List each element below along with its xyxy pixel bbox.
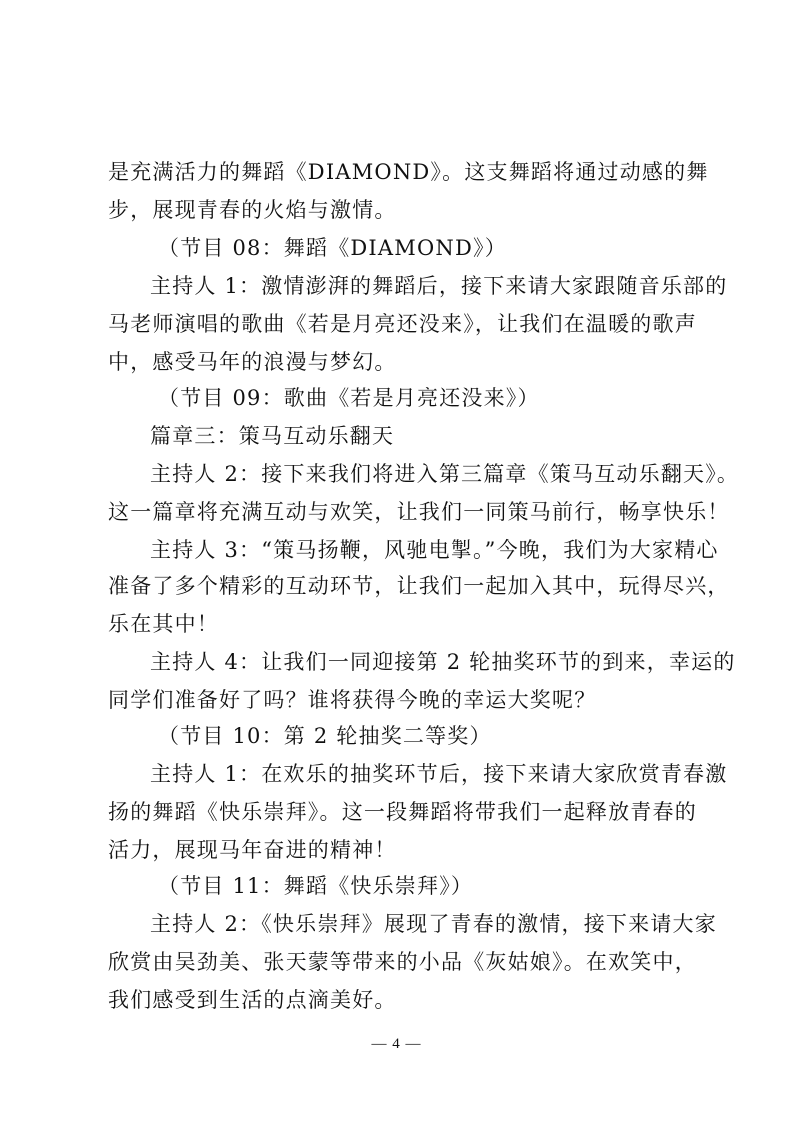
program-note: （节目 08：舞蹈《DIAMOND》） [158, 236, 507, 260]
page-number: — 4 — [371, 1036, 422, 1052]
text-line: 主持人 1：在欢乐的抽奖环节后，接下来请大家欣赏青春激 [150, 762, 728, 786]
text-line: 是充满活力的舞蹈《DIAMOND》。这支舞蹈将通过动感的舞 [108, 160, 709, 184]
program-note: （节目 09：歌曲《若是月亮还没来》） [158, 386, 540, 410]
program-note: （节目 10：第 2 轮抽奖二等奖） [158, 724, 492, 748]
text-line: 扬的舞蹈《快乐崇拜》。这一段舞蹈将带我们一起释放青春的 [108, 800, 697, 824]
text-line: 欣赏由吴劲美、张天蒙等带来的小品《灰姑娘》。在欢笑中， [108, 950, 697, 974]
text-line: 主持人 2：《快乐崇拜》展现了青春的激情，接下来请大家 [150, 912, 717, 936]
text-line: 主持人 1：激情澎湃的舞蹈后，接下来请大家跟随音乐部的 [150, 274, 728, 298]
text-line: 同学们准备好了吗？谁将获得今晚的幸运大奖呢？ [108, 688, 597, 712]
text-line: 主持人 2：接下来我们将进入第三篇章《策马互动乐翻天》。 [150, 462, 740, 486]
program-note: （节目 11：舞蹈《快乐崇拜》） [158, 874, 474, 898]
section-heading: 篇章三：策马互动乐翻天 [150, 424, 395, 448]
text-line: 乐在其中！ [108, 612, 219, 636]
text-line: 这一篇章将充满互动与欢笑，让我们一同策马前行，畅享快乐！ [108, 500, 730, 524]
text-line: 我们感受到生活的点滴美好。 [108, 988, 397, 1012]
text-line: 马老师演唱的歌曲《若是月亮还没来》，让我们在温暖的歌声 [108, 312, 697, 336]
text-line: 中，感受马年的浪漫与梦幻。 [108, 350, 397, 374]
text-line: 准备了多个精彩的互动环节，让我们一起加入其中，玩得尽兴， [108, 574, 730, 598]
text-line: 步，展现青春的火焰与激情。 [108, 198, 397, 222]
text-line: 主持人 4：让我们一同迎接第 2 轮抽奖环节的到来，幸运的 [150, 650, 736, 674]
text-line: 活力，展现马年奋进的精神！ [108, 838, 397, 862]
text-line: 主持人 3：“策马扬鞭，风驰电掣。”今晚，我们为大家精心 [150, 538, 719, 562]
